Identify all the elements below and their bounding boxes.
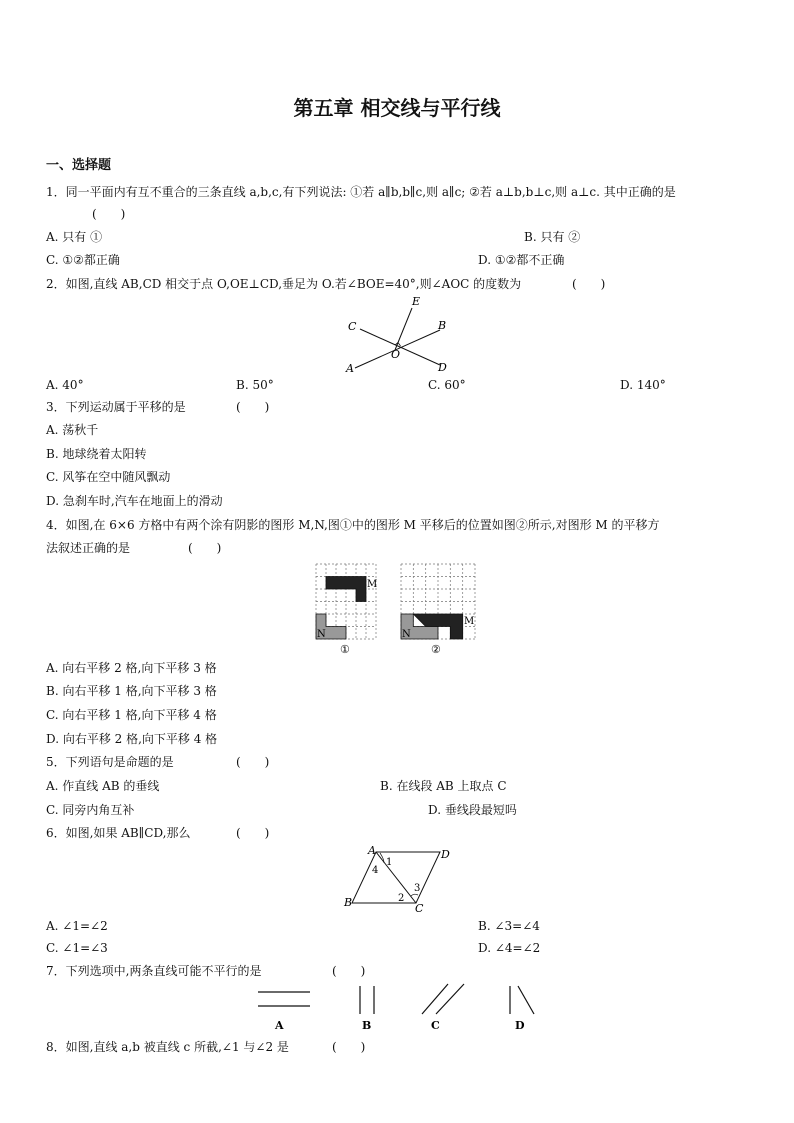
q4-label-n: N [402,629,411,640]
answer-paren: ( ) [332,964,366,978]
q4-option-b: B. 向右平移 1 格,向下平移 3 格 [46,684,217,698]
q3-option-a: A. 荡秋千 [46,423,99,437]
q7-label-d: D [515,1019,525,1032]
answer-paren: ( ) [236,755,270,769]
q1-option-c: C. ①②都正确 [46,253,120,267]
q7-label-c: C [431,1019,440,1032]
q2-label-d: D [438,361,447,374]
answer-paren: ( ) [572,277,606,291]
q6-label-d: D [441,848,450,861]
q2-option-b: B. 50° [236,378,274,392]
q4-fig2-caption: ② [431,643,441,656]
question-7-text: 7．下列选项中,两条直线可能不平行的是 [46,964,262,978]
q4-label-m: M [367,579,378,590]
q5-option-c: C. 同旁内角互补 [46,803,135,817]
q4-label-n: N [317,629,326,640]
q3-option-d: D. 急刹车时,汽车在地面上的滑动 [46,494,223,508]
answer-paren: ( ) [92,207,126,221]
q4-option-a: A. 向右平移 2 格,向下平移 3 格 [46,661,217,675]
q3-option-b: B. 地球绕着太阳转 [46,447,147,461]
q6-label-c: C [415,902,424,915]
q6-option-c: C. ∠1=∠3 [46,941,108,955]
answer-paren: ( ) [236,826,270,840]
q2-label-c: C [348,320,357,333]
answer-paren: ( ) [332,1040,366,1054]
q3-option-c: C. 风筝在空中随风飘动 [46,470,171,484]
question-1-text: 1．同一平面内有互不重合的三条直线 a,b,c,有下列说法: ①若 a∥b,b∥c,则 a∥c; ②若 a⊥b,b⊥c,则 a⊥c. 其中正确的是 [46,185,676,199]
q2-option-d: D. 140° [620,378,666,392]
q4-label-m: M [464,616,475,627]
q6-label-a: A [368,844,376,857]
q2-label-b: B [438,319,447,332]
question-3-text: 3．下列运动属于平移的是 [46,400,186,414]
q4-fig1-caption: ① [340,643,350,656]
q7-figure [250,982,550,1034]
q4-figure-1 [316,564,396,660]
q1-option-d: D. ①②都不正确 [478,253,565,267]
q6-angle-2: 2 [398,893,405,904]
q6-angle-1: 1 [386,857,393,868]
question-4-text-cont: 法叙述正确的是 [46,541,131,555]
q7-label-a: A [275,1019,284,1032]
q4-option-d: D. 向右平移 2 格,向下平移 4 格 [46,732,218,746]
q5-option-d: D. 垂线段最短吗 [428,803,517,817]
q6-angle-4: 4 [372,865,379,876]
q2-option-c: C. 60° [428,378,466,392]
q7-label-b: B [362,1019,372,1032]
q2-option-a: A. 40° [46,378,84,392]
q1-option-b: B. 只有 ② [524,230,581,244]
section-heading: 一、选择题 [46,158,112,173]
q4-figure-2 [401,564,481,660]
question-2-text: 2．如图,直线 AB,CD 相交于点 O,OE⊥CD,垂足为 O.若∠BOE=40°,则∠AOC 的度数为 [46,277,522,291]
q4-option-c: C. 向右平移 1 格,向下平移 4 格 [46,708,217,722]
q5-option-b: B. 在线段 AB 上取点 C [380,779,507,793]
page-title: 第五章 相交线与平行线 [293,96,501,120]
q1-option-a: A. 只有 ① [46,230,103,244]
q2-figure [340,295,460,375]
q6-figure [340,845,460,915]
q6-label-b: B [344,896,353,909]
q2-label-o: O [391,348,401,361]
question-6-text: 6．如图,如果 AB∥CD,那么 [46,826,191,840]
question-8-text: 8．如图,直线 a,b 被直线 c 所截,∠1 与∠2 是 [46,1040,289,1054]
q2-label-a: A [346,362,354,375]
q2-label-e: E [412,295,421,308]
answer-paren: ( ) [188,541,222,555]
q6-angle-3: 3 [414,883,421,894]
q6-option-d: D. ∠4=∠2 [478,941,541,955]
q6-option-a: A. ∠1=∠2 [46,919,108,933]
q5-option-a: A. 作直线 AB 的垂线 [46,779,160,793]
question-4-text: 4．如图,在 6×6 方格中有两个涂有阴影的图形 M,N,图①中的图形 M 平移后的位置如图②所示,对图形 M 的平移方 [46,518,660,532]
answer-paren: ( ) [236,400,270,414]
q6-option-b: B. ∠3=∠4 [478,919,540,933]
question-5-text: 5．下列语句是命题的是 [46,755,174,769]
